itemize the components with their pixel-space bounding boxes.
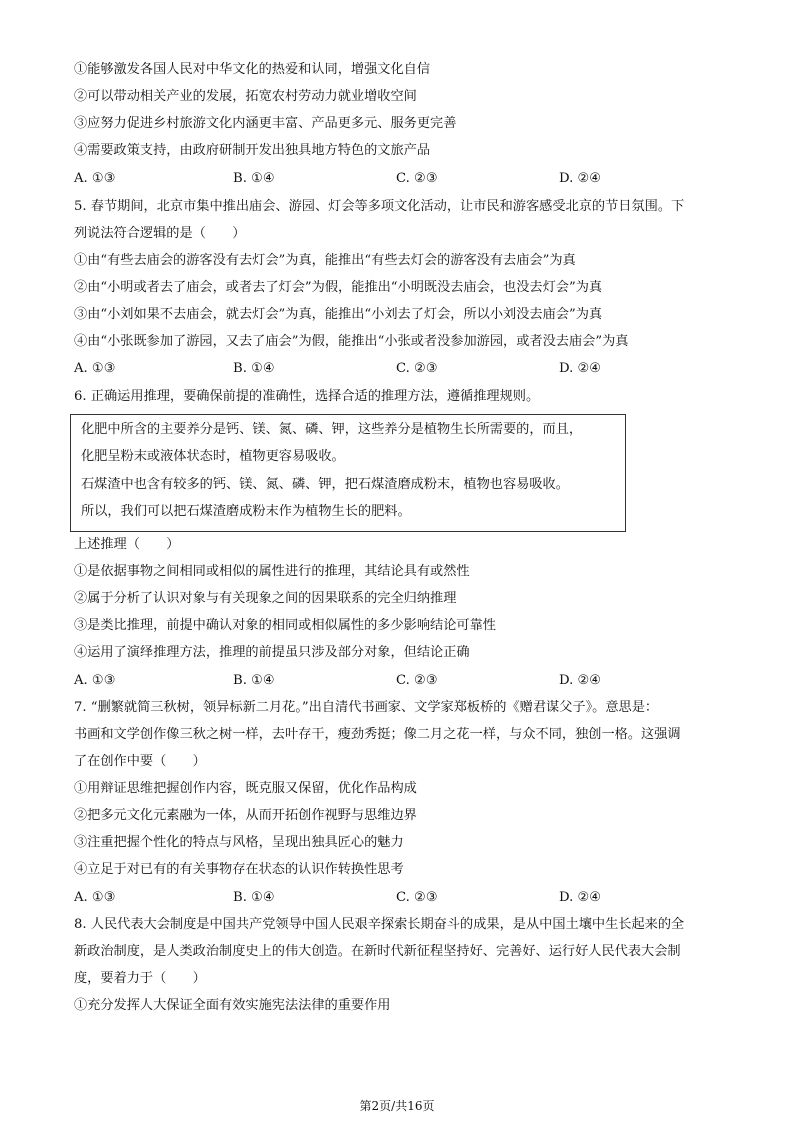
q7-statement-2: ②把多元文化元素融为一体，从而开拓创作视野与思维边界 xyxy=(74,808,417,823)
q8-statement-1: ①充分发挥人大保证全面有效实施宪法法律的重要作用 xyxy=(74,998,391,1013)
q5-options xyxy=(74,359,734,379)
q5-stem-line-1: 5. 春节期间，北京市集中推出庙会、游园、灯会等多项文化活动，让市民和游客感受北京的节日氛围。下 xyxy=(74,199,685,214)
q6-option-d[interactable]: D. ②④ xyxy=(559,673,602,688)
q4-statement-3: ③应努力促进乡村旅游文化内涵更丰富、产品更多元、服务更完善 xyxy=(74,116,457,131)
q4-option-a[interactable]: A. ①③ xyxy=(74,171,116,186)
q5-statement-3: ③由“小刘如果不去庙会，就去灯会”为真，能推出“小刘去了灯会，所以小刘没去庙会”为真 xyxy=(74,307,603,322)
q5-statement-2: ②由“小明或者去了庙会，或者去了灯会”为假，能推出“小明既没去庙会，也没去灯会”为真 xyxy=(74,280,603,295)
q4-options xyxy=(74,169,734,189)
q7-stem-line-1: 7. “删繁就简三秋树，领异标新二月花。”出自清代书画家、文学家郑板桥的《赠君谋父子》。意思是： xyxy=(74,700,659,715)
q7-stem-line-2: 书画和文学创作像三秋之树一样，去叶存干，瘦劲秀挺；像二月之花一样，与众不同，独创一格。这强调 xyxy=(74,727,681,742)
q6-material-line-1: 化肥中所含的主要养分是钙、镁、氮、磷、钾，这些养分是植物生长所需要的，而且， xyxy=(81,422,583,437)
q5-option-c[interactable]: C. ②③ xyxy=(396,361,438,376)
q4-option-c[interactable]: C. ②③ xyxy=(396,171,438,186)
q7-statement-1: ①用辩证思维把握创作内容，既克服又保留，优化作品构成 xyxy=(74,781,417,796)
q8-stem-line-1: 8. 人民代表大会制度是中国共产党领导中国人民艰辛探索长期奋斗的成果，是从中国土壤中生长起来的全 xyxy=(74,917,685,932)
q4-statement-4: ④需要政策支持，由政府研制开发出独具地方特色的文旅产品 xyxy=(74,143,431,158)
q7-option-d[interactable]: D. ②④ xyxy=(559,890,602,905)
q6-statement-1: ①是依据事物之间相同或相似的属性进行的推理，其结论具有或然性 xyxy=(74,564,470,579)
q6-material-line-4: 所以，我们可以把石煤渣磨成粉末作为植物生长的肥料。 xyxy=(81,504,411,519)
q5-option-d[interactable]: D. ②④ xyxy=(559,361,602,376)
q6-prompt: 上述推理（ ） xyxy=(74,537,180,552)
q7-option-c[interactable]: C. ②③ xyxy=(396,890,438,905)
q6-material-line-2: 化肥呈粉末或液体状态时，植物更容易吸收。 xyxy=(81,449,345,464)
q5-statement-4: ④由“小张既参加了游园，又去了庙会”为假，能推出“小张或者没参加游园，或者没去庙会”为真 xyxy=(74,334,629,349)
q7-stem-line-3: 了在创作中要（ ） xyxy=(74,754,206,769)
q7-statement-4: ④立足于对已有的有关事物存在状态的认识作转换性思考 xyxy=(74,862,404,877)
q6-statement-2: ②属于分析了认识对象与有关现象之间的因果联系的完全归纳推理 xyxy=(74,591,457,606)
q6-stem: 6. 正确运用推理，要确保前提的准确性，选择合适的推理方法，遵循推理规则。 xyxy=(74,389,540,404)
q5-stem-line-2: 列说法符合逻辑的是（ ） xyxy=(74,226,246,241)
q7-statement-3: ③注重把握个性化的特点与风格，呈现出独具匠心的魅力 xyxy=(74,835,404,850)
q8-stem-line-2: 新政治制度，是人类政治制度史上的伟大创造。在新时代新征程坚持好、完善好、运行好人民代表大会制 xyxy=(74,944,681,959)
q8-stem-line-3: 度，要着力于（ ） xyxy=(74,971,206,986)
page-number-footer: 第2页/共16页 xyxy=(359,1099,435,1113)
q4-option-d[interactable]: D. ②④ xyxy=(559,171,602,186)
q6-material-line-3: 石煤渣中也含有较多的钙、镁、氮、磷、钾，把石煤渣磨成粉末，植物也容易吸收。 xyxy=(81,477,569,492)
q4-statement-1: ①能够激发各国人民对中华文化的热爱和认同，增强文化自信 xyxy=(74,62,431,77)
q6-options xyxy=(74,671,734,691)
q7-option-a[interactable]: A. ①③ xyxy=(74,890,116,905)
q6-statement-4: ④运用了演绎推理方法，推理的前提虽只涉及部分对象，但结论正确 xyxy=(74,645,470,660)
q4-statement-2: ②可以带动相关产业的发展，拓宽农村劳动力就业增收空间 xyxy=(74,89,417,104)
q7-options xyxy=(74,888,734,908)
q6-option-a[interactable]: A. ①③ xyxy=(74,673,116,688)
q6-material-box xyxy=(70,414,626,532)
q4-option-b[interactable]: B. ①④ xyxy=(233,171,275,186)
q7-option-b[interactable]: B. ①④ xyxy=(233,890,275,905)
q5-option-a[interactable]: A. ①③ xyxy=(74,361,116,376)
q5-option-b[interactable]: B. ①④ xyxy=(233,361,275,376)
q6-option-c[interactable]: C. ②③ xyxy=(396,673,438,688)
q6-statement-3: ③是类比推理，前提中确认对象的相同或相似属性的多少影响结论可靠性 xyxy=(74,618,496,633)
q5-statement-1: ①由“有些去庙会的游客没有去灯会”为真，能推出“有些去灯会的游客没有去庙会”为真 xyxy=(74,253,576,268)
q6-option-b[interactable]: B. ①④ xyxy=(233,673,275,688)
